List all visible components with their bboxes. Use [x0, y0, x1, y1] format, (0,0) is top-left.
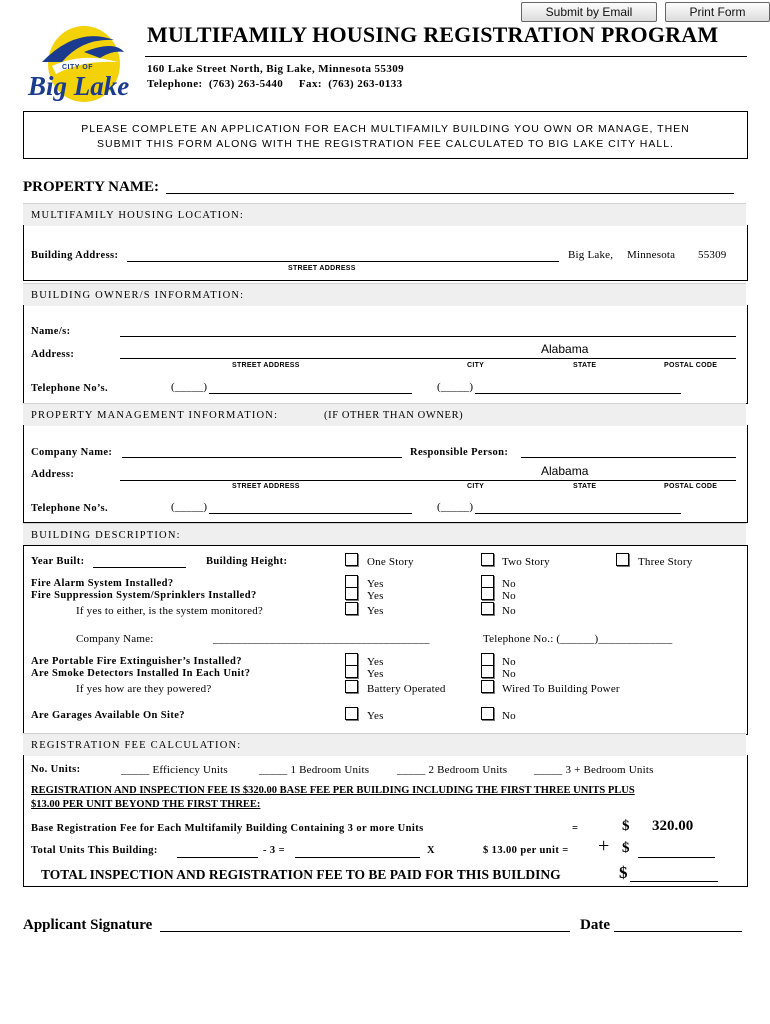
property-name-label: PROPERTY NAME: — [23, 179, 159, 195]
extinguisher-yes-label: Yes — [367, 656, 384, 668]
garages-yes-checkbox[interactable] — [345, 707, 358, 720]
logo-name: Big Lake — [28, 71, 130, 101]
location-city: Big Lake, — [568, 249, 614, 261]
management-section-header — [23, 403, 746, 426]
instructions-line-2: SUBMIT THIS FORM ALONG WITH THE REGISTRATION FEE CALCULATED TO BIG LAKE CITY HALL. — [97, 138, 674, 150]
management-phone-2-input[interactable] — [475, 499, 681, 514]
one-story-checkbox[interactable] — [345, 553, 358, 566]
submit-by-email-button[interactable]: Submit by Email — [521, 2, 657, 22]
year-built-input[interactable] — [93, 553, 186, 568]
print-form-button[interactable]: Print Form — [665, 2, 770, 22]
fire-alarm-no-label: No — [502, 578, 516, 590]
company-name-label: Company Name: — [31, 447, 113, 458]
management-state-select[interactable]: Alabama — [541, 464, 589, 478]
base-fee-label: Base Registration Fee for Each Multifamily Building Containing 3 or more Units — [31, 823, 424, 834]
management-address-label: Address: — [31, 469, 75, 480]
per-unit-label: $ 13.00 per unit = — [483, 845, 569, 856]
wired-power-label: Wired To Building Power — [502, 683, 620, 695]
base-fee-equals: = — [572, 823, 579, 834]
fire-alarm-label: Fire Alarm System Installed? — [31, 578, 174, 589]
battery-operated-checkbox[interactable] — [345, 680, 358, 693]
owner-street-caption: STREET ADDRESS — [232, 362, 300, 369]
title-rule — [145, 56, 747, 57]
billable-units-input[interactable] — [295, 843, 420, 858]
location-state: Minnesota — [627, 249, 676, 261]
owner-phone-2-input[interactable] — [475, 379, 681, 394]
owner-phone-label: Telephone No’s. — [31, 383, 108, 394]
wired-power-checkbox[interactable] — [481, 680, 494, 693]
management-state-caption: STATE — [573, 483, 597, 490]
total-fee-input[interactable] — [630, 866, 718, 882]
two-bedroom-units: _____ 2 Bedroom Units — [397, 764, 508, 776]
city-logo — [22, 22, 144, 104]
fire-suppression-no-label: No — [502, 590, 516, 602]
efficiency-units-input[interactable] — [121, 762, 153, 776]
monitoring-company-input[interactable] — [213, 630, 471, 644]
instructions-line-1: PLEASE COMPLETE AN APPLICATION FOR EACH MULTIFAMILY BUILDING YOU OWN OR MANAGE, THEN — [81, 123, 690, 135]
monitored-no-checkbox[interactable] — [481, 602, 494, 615]
total-units-input[interactable] — [177, 843, 258, 858]
three-bedroom-units: _____ 3 + Bedroom Units — [534, 764, 654, 776]
instructions-box — [23, 111, 748, 159]
owner-phone-1-area: (_____) — [171, 381, 208, 393]
monitored-yes-checkbox[interactable] — [345, 602, 358, 615]
monitoring-company-label: Company Name: — [76, 633, 154, 645]
total-units-label: Total Units This Building: — [31, 845, 158, 856]
three-bedroom-units-input[interactable] — [534, 762, 566, 776]
owner-address-input[interactable] — [120, 344, 736, 359]
fee-rule-line-2: $13.00 PER UNIT BEYOND THE FIRST THREE: — [31, 799, 261, 810]
owner-phone-2-area: (_____) — [437, 381, 474, 393]
plus-symbol: + — [598, 835, 610, 857]
owner-address-label: Address: — [31, 349, 75, 360]
total-fee-label: TOTAL INSPECTION AND REGISTRATION FEE TO BE PAID FOR THIS BUILDING — [41, 867, 561, 882]
unit-fee-dollar: $ — [622, 840, 630, 856]
three-story-label: Three Story — [638, 556, 693, 568]
building-height-label: Building Height: — [206, 556, 288, 567]
smoke-yes-label: Yes — [367, 668, 384, 680]
management-heading: PROPERTY MANAGEMENT INFORMATION: — [31, 410, 279, 421]
fee-rule-line-1: REGISTRATION AND INSPECTION FEE IS $320.00 BASE FEE PER BUILDING INCLUDING THE FIRST THREE UNITS PLUS — [31, 785, 635, 796]
management-phone-label: Telephone No’s. — [31, 503, 108, 514]
total-fee-dollar: $ — [619, 863, 628, 882]
system-monitored-label: If yes to either, is the system monitored? — [76, 605, 263, 617]
monitoring-telephone-label: Telephone No.: (______)_____________ — [483, 633, 673, 645]
smoke-yes-checkbox[interactable] — [345, 665, 358, 678]
base-fee-dollar: $ — [622, 818, 630, 834]
logo-city-of: CITY OF — [62, 64, 93, 71]
city-phone: Telephone: (763) 263-5440 Fax: (763) 263-0133 — [147, 78, 403, 90]
garages-no-label: No — [502, 710, 516, 722]
fire-suppression-yes-checkbox[interactable] — [345, 587, 358, 600]
owner-names-input[interactable] — [120, 322, 736, 337]
fire-suppression-label: Fire Suppression System/Sprinklers Installed? — [31, 590, 257, 601]
extinguisher-no-label: No — [502, 656, 516, 668]
signature-label: Applicant Signature — [23, 917, 153, 933]
two-bedroom-units-input[interactable] — [397, 762, 429, 776]
garages-yes-label: Yes — [367, 710, 384, 722]
owner-heading: BUILDING OWNER/S INFORMATION: — [31, 290, 245, 301]
date-input[interactable] — [614, 917, 742, 932]
management-heading-note: (IF OTHER THAN OWNER) — [324, 410, 464, 421]
page-title: MULTIFAMILY HOUSING REGISTRATION PROGRAM — [147, 22, 719, 47]
owner-state-select[interactable]: Alabama — [541, 342, 589, 356]
owner-city-caption: CITY — [467, 362, 485, 369]
building-address-input[interactable] — [127, 247, 559, 262]
owner-section-header — [23, 283, 746, 306]
smoke-detector-label: Are Smoke Detectors Installed In Each Unit? — [31, 668, 251, 679]
one-bedroom-units: _____ 1 Bedroom Units — [259, 764, 370, 776]
owner-postal-caption: POSTAL CODE — [664, 362, 718, 369]
two-story-label: Two Story — [502, 556, 550, 568]
company-name-input[interactable] — [122, 443, 402, 458]
fire-suppression-no-checkbox[interactable] — [481, 587, 494, 600]
fire-alarm-yes-label: Yes — [367, 578, 384, 590]
fee-section-header — [23, 733, 746, 756]
location-zip: 55309 — [698, 249, 727, 261]
units-label: No. Units: — [31, 764, 81, 775]
base-fee-amount: 320.00 — [652, 818, 694, 834]
management-phone-2-area: (_____) — [437, 501, 474, 513]
city-address: 160 Lake Street North, Big Lake, Minnesota 55309 — [147, 63, 405, 75]
owner-phone-1-input[interactable] — [209, 379, 412, 394]
location-heading: MULTIFAMILY HOUSING LOCATION: — [31, 210, 245, 221]
signature-input[interactable] — [160, 917, 570, 932]
one-story-label: One Story — [367, 556, 414, 568]
management-street-caption: STREET ADDRESS — [232, 483, 300, 490]
location-section-header — [23, 203, 746, 226]
street-address-caption: STREET ADDRESS — [288, 265, 356, 272]
owner-names-label: Name/s: — [31, 326, 71, 337]
monitoring-company-blank: ______________________________________ — [213, 633, 430, 645]
building-heading: BUILDING DESCRIPTION: — [31, 530, 181, 541]
powered-label: If yes how are they powered? — [76, 683, 212, 695]
smoke-no-checkbox[interactable] — [481, 665, 494, 678]
fire-suppression-yes-label: Yes — [367, 590, 384, 602]
two-story-checkbox[interactable] — [481, 553, 494, 566]
monitored-yes-label: Yes — [367, 605, 384, 617]
unit-fee-input[interactable] — [638, 843, 715, 858]
responsible-person-label: Responsible Person: — [410, 447, 509, 458]
monitored-no-label: No — [502, 605, 516, 617]
management-phone-1-area: (_____) — [171, 501, 208, 513]
management-phone-1-input[interactable] — [209, 499, 412, 514]
owner-state-caption: STATE — [573, 362, 597, 369]
garages-no-checkbox[interactable] — [481, 707, 494, 720]
management-city-caption: CITY — [467, 483, 485, 490]
times-symbol: X — [427, 845, 435, 856]
one-bedroom-units-input[interactable] — [259, 762, 291, 776]
management-postal-caption: POSTAL CODE — [664, 483, 718, 490]
year-built-label: Year Built: — [31, 556, 85, 567]
smoke-no-label: No — [502, 668, 516, 680]
management-address-input[interactable] — [120, 466, 736, 481]
battery-operated-label: Battery Operated — [367, 683, 446, 695]
extinguisher-label: Are Portable Fire Extinguisher’s Installed? — [31, 656, 242, 667]
efficiency-units: _____ Efficiency Units — [121, 764, 228, 776]
minus-three-label: - 3 = — [263, 845, 285, 856]
building-section-header — [23, 523, 746, 546]
three-story-checkbox[interactable] — [616, 553, 629, 566]
responsible-person-input[interactable] — [521, 443, 736, 458]
date-label: Date — [580, 917, 610, 933]
property-name-input[interactable] — [166, 179, 734, 194]
fee-heading: REGISTRATION FEE CALCULATION: — [31, 740, 242, 751]
garages-label: Are Garages Available On Site? — [31, 710, 185, 721]
building-address-label: Building Address: — [31, 250, 119, 261]
